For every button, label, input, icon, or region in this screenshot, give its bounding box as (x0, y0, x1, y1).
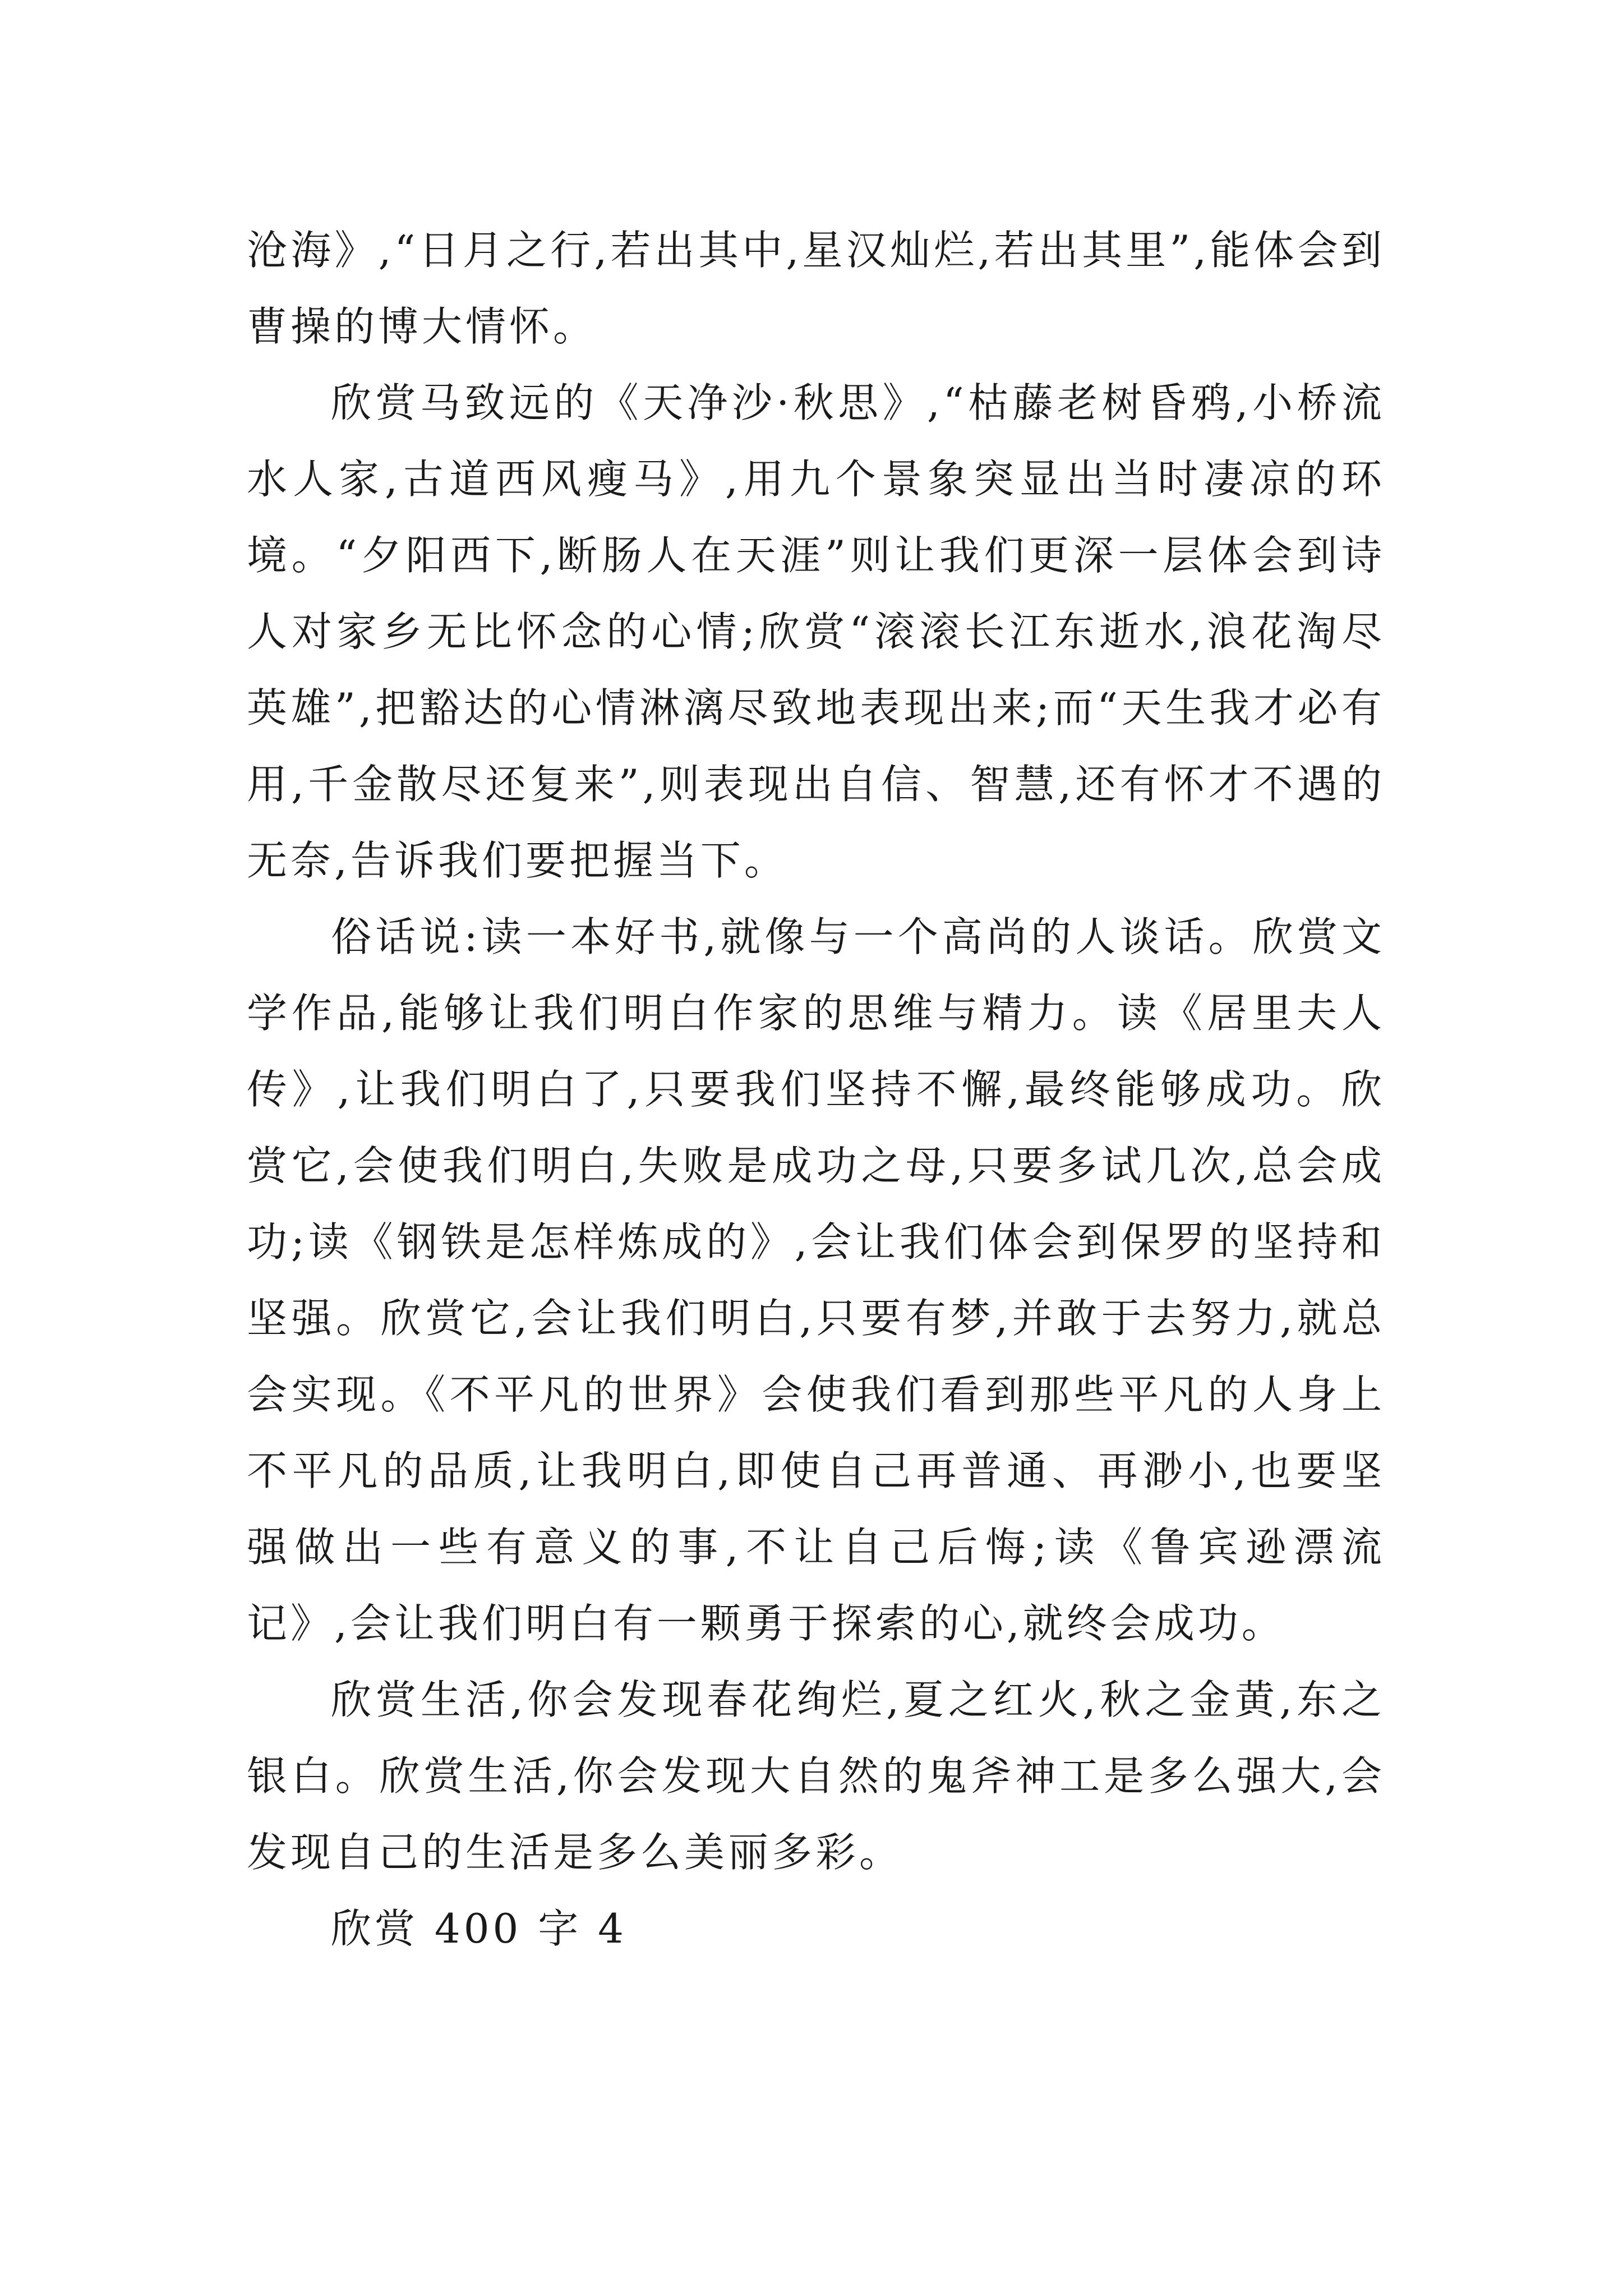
paragraph-2: 欣赏马致远的《天净沙·秋思》,“枯藤老树昏鸦,小桥流水人家,古道西风瘦马》,用九个景象突显出当时凄凉的环境。“夕阳西下,断肠人在天涯”则让我们更深一层体会到诗人对家乡无比怀念的心情;欣赏“滚滚长江东逝水,浪花淘尽英雄”,把豁达的心情淋漓尽致地表现出来;而“天生我才必有用,千金散尽还复来”,则表现出自信、智慧,还有怀才不遇的无奈,告诉我们要把握当下。 (247, 379, 1385, 884)
document-body (247, 212, 1385, 1967)
paragraph-4: 欣赏生活,你会发现春花绚烂,夏之红火,秋之金黄,东之银白。欣赏生活,你会发现大自然的鬼斧神工是多么强大,会发现自己的生活是多么美丽多彩。 (247, 1676, 1385, 1876)
section-heading: 欣赏 400 字 4 (331, 1905, 627, 1952)
paragraph-1: 沧海》,“日月之行,若出其中,星汉灿烂,若出其里”,能体会到曹操的博大情怀。 (247, 227, 1385, 350)
paragraph-3: 俗话说:读一本好书,就像与一个高尚的人谈话。欣赏文学作品,能够让我们明白作家的思维与精力。读《居里夫人传》,让我们明白了,只要我们坚持不懈,最终能够成功。欣赏它,会使我们明白,失败是成功之母,只要多试几次,总会成功;读《钢铁是怎样炼成的》,会让我们体会到保罗的坚持和坚强。欣赏它,会让我们明白,只要有梦,并敢于去努力,就总会实现。《不平凡的世界》会使我们看到那些平凡的人身上不平凡的品质,让我明白,即使自己再普通、再渺小,也要坚强做出一些有意义的事,不让自己后悔;读《鲁宾逊漂流记》,会让我们明白有一颗勇于探索的心,就终会成功。 (247, 913, 1385, 1647)
